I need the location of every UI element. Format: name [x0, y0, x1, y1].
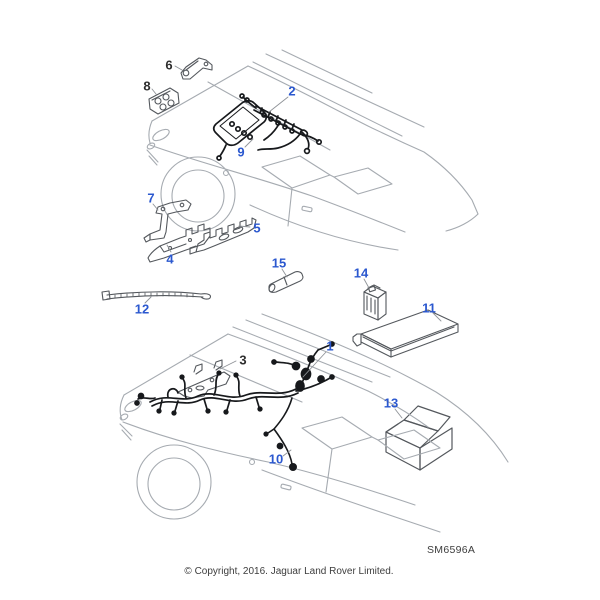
part-5-bracket-drawing: [190, 218, 256, 254]
part-8-connector-drawing: [149, 88, 179, 114]
part-7-bracket-drawing: [144, 200, 191, 242]
callout-12[interactable]: 12: [134, 301, 150, 317]
callout-9[interactable]: 9: [237, 144, 245, 160]
callout-4[interactable]: 4: [166, 251, 174, 267]
main-harness-1-drawing: [135, 338, 334, 415]
part-3-bracket-drawing: [178, 360, 230, 398]
copyright-text: © Copyright, 2016. Jaguar Land Rover Limited.: [184, 566, 394, 577]
part-11-cover-drawing: [353, 310, 458, 357]
part-14-module-drawing: [364, 285, 386, 320]
callout-6: 6: [165, 57, 173, 73]
callout-11[interactable]: 11: [422, 300, 436, 316]
part-6-bracket-drawing: [181, 58, 212, 79]
callout-7[interactable]: 7: [147, 190, 155, 206]
top-car-outline: [146, 50, 478, 250]
callout-15[interactable]: 15: [271, 255, 287, 271]
bottom-car-outline: [119, 314, 508, 532]
callout-1[interactable]: 1: [326, 338, 334, 354]
callout-14[interactable]: 14: [353, 265, 369, 281]
callout-5[interactable]: 5: [253, 220, 261, 236]
part-13-box-drawing: [386, 406, 452, 470]
part-12-cable-tie-drawing: [102, 291, 211, 300]
callout-13[interactable]: 13: [383, 395, 399, 411]
callout-10[interactable]: 10: [268, 451, 284, 467]
part-4-bracket-drawing: [148, 224, 210, 262]
diagram-code: SM6596A: [427, 544, 476, 556]
callout-8: 8: [143, 78, 151, 94]
callout-3: 3: [239, 352, 247, 368]
callout-2[interactable]: 2: [288, 83, 296, 99]
